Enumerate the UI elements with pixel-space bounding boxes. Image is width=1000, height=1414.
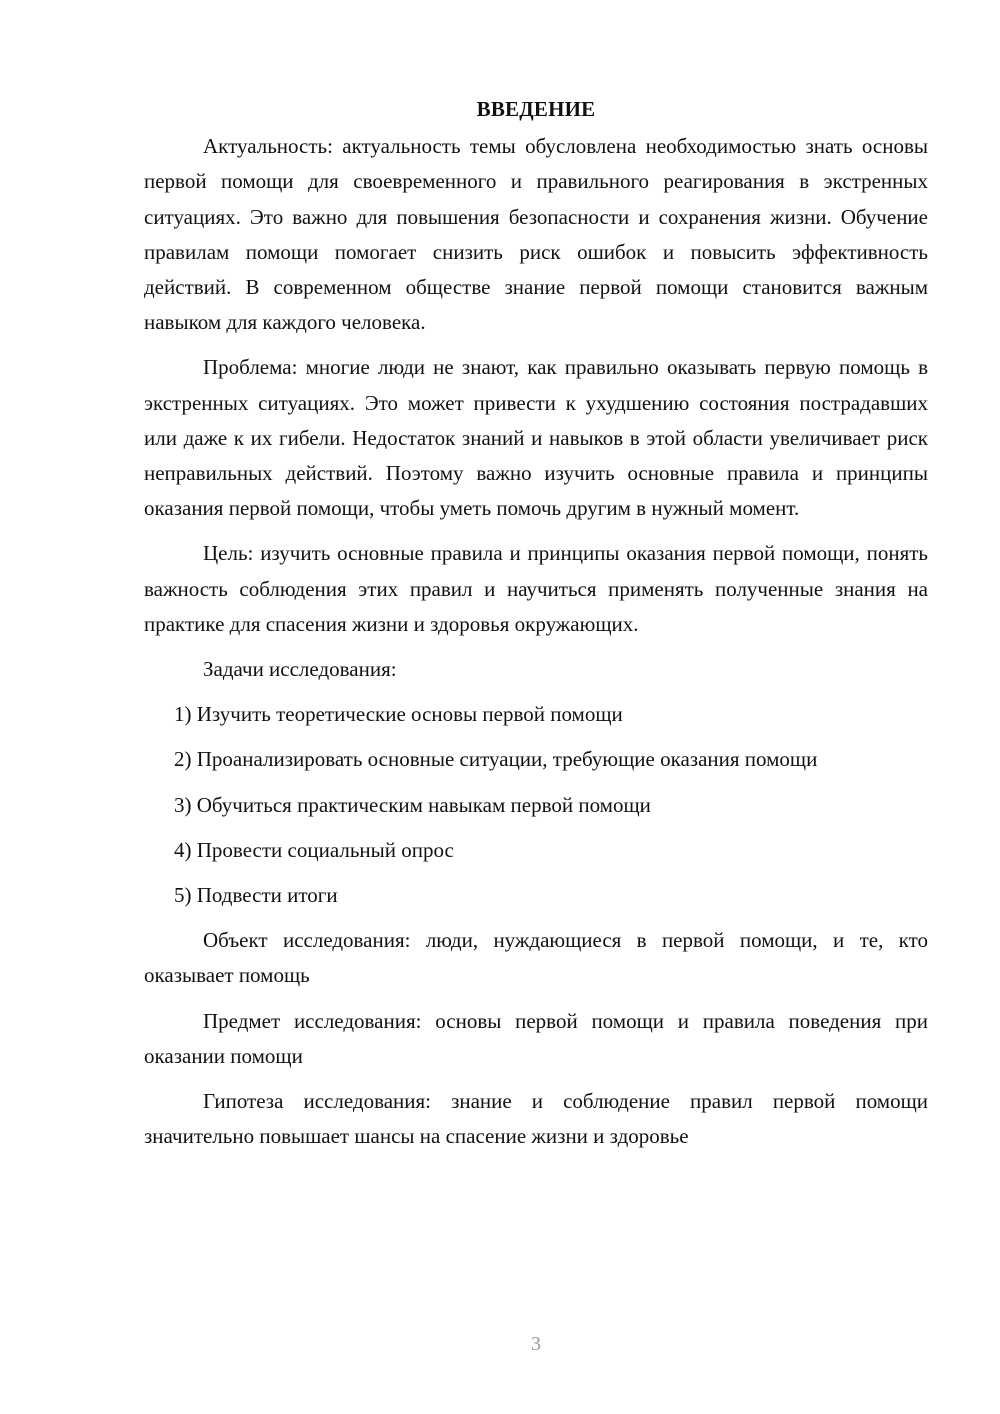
goal-paragraph: Цель: изучить основные правила и принципы оказания первой помощи, понять важность соблюдения этих правил и научиться применять полученные знания на практике для спасения жизни и здоровья окружающих. <box>144 541 928 636</box>
problem-paragraph: Проблема: многие люди не знают, как правильно оказывать первую помощь в экстренных ситуациях. Это может привести к ухудшению состояния пострадавших или даже к их гибели. Недостаток знаний и навыков в этой области увеличивает риск неправильных действий. Поэтому важно изучить основные правила и принципы оказания первой помощи, чтобы уметь помочь другим в нужный момент. <box>144 355 928 521</box>
page-number: 3 <box>531 1333 541 1355</box>
task-item-5: 5) Подвести итоги <box>174 883 338 908</box>
task-item-4: 4) Провести социальный опрос <box>174 837 454 862</box>
page-body <box>144 92 928 1164</box>
relevance-paragraph: Актуальность: актуальность темы обусловлена необходимостью знать основы первой помощи для своевременного и правильного реагирования в экстренных ситуациях. Это важно для повышения безопасности и сохранения жизни. Обучение правилам помощи помогает снизить риск ошибок и повысить эффективность действий. В современном обществе знание первой помощи становится важным навыком для каждого человека. <box>144 134 928 335</box>
subject-paragraph: Предмет исследования: основы первой помощи и правила поведения при оказании помощи <box>144 1008 928 1068</box>
hypothesis-paragraph: Гипотеза исследования: знание и соблюдение правил первой помощи значительно повышает шансы на спасение жизни и здоровье <box>144 1089 928 1149</box>
page-title: ВВЕДЕНИЕ <box>476 97 596 121</box>
task-item-2: 2) Проанализировать основные ситуации, требующие оказания помощи <box>174 747 818 772</box>
object-paragraph: Объект исследования: люди, нуждающиеся в первой помощи, и те, кто оказывает помощь <box>144 928 928 988</box>
tasks-heading: Задачи исследования: <box>203 657 397 682</box>
task-item-3: 3) Обучиться практическим навыкам первой помощи <box>174 792 651 817</box>
task-item-1: 1) Изучить теоретические основы первой помощи <box>174 702 623 727</box>
